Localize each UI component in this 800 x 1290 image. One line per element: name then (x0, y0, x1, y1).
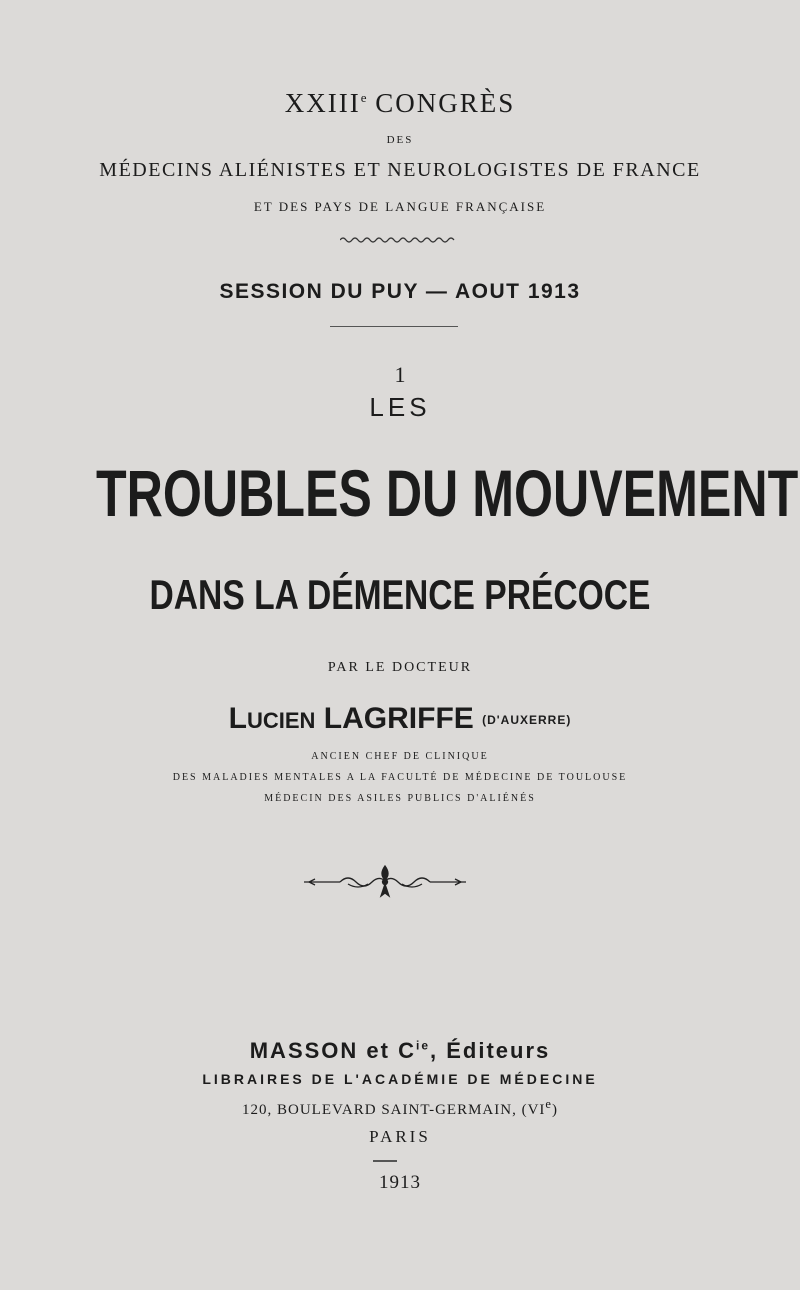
des-line: DES (386, 134, 414, 146)
fleuron-icon (300, 862, 470, 902)
author-first-rest: UCIEN (247, 708, 316, 733)
divider-rule (330, 326, 458, 327)
publisher-name (0, 1038, 800, 1064)
congress-suffix: e (360, 90, 367, 105)
publisher-address (0, 1097, 800, 1119)
address-main: 120, BOULEVARD SAINT-GERMAIN, (VI (242, 1102, 546, 1118)
by-line: PAR LE DOCTEUR (327, 660, 473, 675)
author-first-initial: L (228, 702, 247, 735)
author-title-1: ANCIEN CHEF DE CLINIQUE (311, 751, 489, 762)
session-line: SESSION DU PUY — AOUT 1913 (219, 280, 581, 303)
congress-number (0, 88, 800, 119)
author-last-end: E (453, 702, 474, 735)
author-origin: (D'AUXERRE) (482, 713, 572, 728)
publisher-name-sup: ie (415, 1038, 430, 1053)
address-sup: e (545, 1097, 552, 1111)
publisher-name-a: MASSON et C (249, 1038, 416, 1063)
year-divider (373, 1160, 397, 1162)
publisher-city: PARIS (369, 1127, 431, 1146)
address-close: ) (551, 1102, 558, 1118)
congress-roman: XXIII (284, 88, 361, 118)
main-title: TROUBLES DU MOUVEMENT (96, 456, 799, 530)
author-name (0, 702, 800, 736)
publisher-tagline: LIBRAIRES DE L'ACADÉMIE DE MÉDECINE (202, 1071, 598, 1087)
congress-society: MÉDECINS ALIÉNISTES ET NEUROLOGISTES DE FRANCE (99, 159, 701, 181)
volume-mark: 1 (394, 362, 406, 387)
congress-word: CONGRÈS (375, 88, 516, 118)
author-title-3: MÉDECIN DES ASILES PUBLICS D'ALIÉNÉS (264, 793, 536, 804)
publisher-name-b: , Éditeurs (430, 1038, 551, 1063)
author-last-main: LAGRIFF (323, 702, 454, 735)
wavy-rule-icon (340, 236, 458, 244)
congress-scope: ET DES PAYS DE LANGUE FRANÇAISE (253, 199, 547, 214)
title-article: LES (369, 392, 431, 422)
subtitle: DANS LA DÉMENCE PRÉCOCE (149, 571, 651, 618)
author-title-2: DES MALADIES MENTALES A LA FACULTÉ DE MÉDECINE DE TOULOUSE (172, 772, 628, 783)
publication-year: 1913 (379, 1172, 421, 1193)
